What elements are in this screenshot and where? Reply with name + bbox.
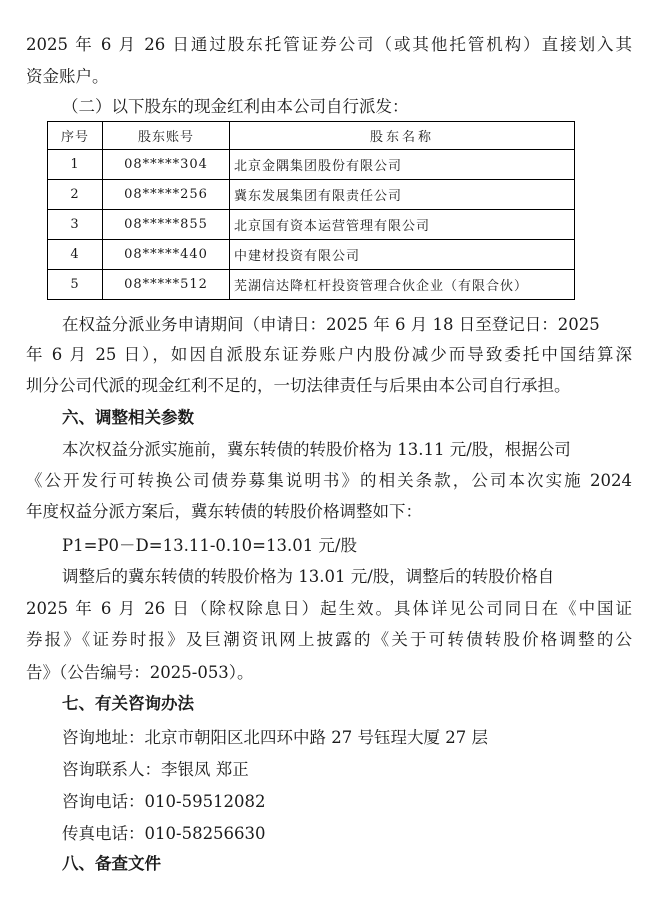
row-account: 08*****256	[103, 180, 230, 210]
formula: P1=P0－D=13.11-0.10=13.01 元/股	[62, 536, 357, 555]
row-no: 4	[48, 240, 103, 270]
section-7-heading: 七、有关咨询办法	[62, 694, 194, 713]
dispatch-line-1: 在权益分派业务申请期间（申请日：2025 年 6 月 18 日至登记日：2025	[62, 315, 600, 334]
s6-p1-line-1: 本次权益分派实施前，冀东转债的转股价格为 13.11 元/股，根据公司	[62, 440, 571, 459]
row-name: 中建材投资有限公司	[230, 240, 575, 270]
s6-p1-line-2: 《公开发行可转换公司债券募集说明书》的相关条款，公司本次实施 2024	[26, 471, 632, 490]
s6-p2-line-2: 2025 年 6 月 26 日（除权除息日）起生效。具体详见公司同日在《中国证	[26, 599, 632, 618]
contact-phone: 咨询电话：010-59512082	[62, 792, 266, 811]
row-name: 冀东发展集团有限责任公司	[230, 180, 575, 210]
table-row	[48, 240, 575, 270]
col-header-name: 股东名称	[230, 122, 575, 150]
row-account: 08*****304	[103, 150, 230, 180]
row-account: 08*****855	[103, 210, 230, 240]
contact-address: 咨询地址：北京市朝阳区北四环中路 27 号钰珵大厦 27 层	[62, 728, 488, 747]
dispatch-line-2: 年 6 月 25 日），如因自派股东证券账户内股份减少而导致委托中国结算深	[26, 345, 632, 364]
s6-p2-line-1: 调整后的冀东转债的转股价格为 13.01 元/股，调整后的转股价格自	[62, 567, 555, 586]
table-row	[48, 150, 575, 180]
sub-heading: （二）以下股东的现金红利由本公司自行派发：	[62, 97, 409, 116]
row-account: 08*****512	[103, 270, 230, 300]
dispatch-line-3: 圳分公司代派的现金红利不足的，一切法律责任与后果由本公司自行承担。	[26, 376, 571, 395]
table-header-row	[48, 122, 575, 150]
row-no: 2	[48, 180, 103, 210]
shareholder-table	[47, 121, 575, 300]
s6-p2-line-4: 告》（公告编号：2025-053）。	[26, 663, 254, 682]
s6-p2-line-3: 券报》《证券时报》及巨潮资讯网上披露的《关于可转债转股价格调整的公	[26, 630, 632, 649]
section-8-heading: 八、备查文件	[62, 854, 161, 873]
section-6-heading: 六、调整相关参数	[62, 408, 194, 427]
table-row	[48, 210, 575, 240]
row-account: 08*****440	[103, 240, 230, 270]
col-header-account: 股东账号	[103, 122, 230, 150]
row-name: 芜湖信达降杠杆投资管理合伙企业（有限合伙）	[230, 270, 575, 300]
col-header-no: 序号	[48, 122, 103, 150]
row-no: 3	[48, 210, 103, 240]
row-name: 北京国有资本运营管理有限公司	[230, 210, 575, 240]
row-name: 北京金隅集团股份有限公司	[230, 150, 575, 180]
table-row	[48, 270, 575, 300]
row-no: 5	[48, 270, 103, 300]
contact-fax: 传真电话：010-58256630	[62, 824, 266, 843]
intro-line-1: 2025 年 6 月 26 日通过股东托管证券公司（或其他托管机构）直接划入其	[26, 35, 632, 54]
intro-line-2: 资金账户。	[26, 67, 109, 86]
table-row	[48, 180, 575, 210]
s6-p1-line-3: 年度权益分派方案后，冀东转债的转股价格调整如下：	[26, 502, 422, 521]
contact-person: 咨询联系人：李银凤 郑正	[62, 760, 249, 779]
row-no: 1	[48, 150, 103, 180]
